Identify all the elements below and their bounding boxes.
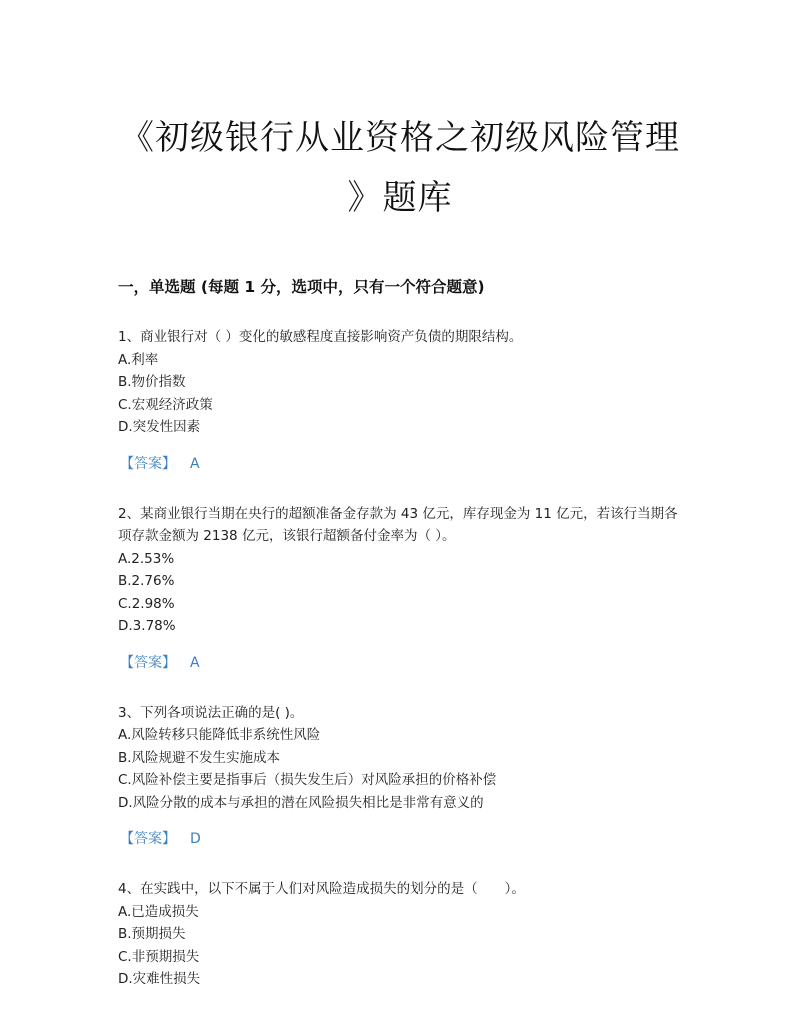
answer-line — [118, 652, 682, 674]
question-stem: 3、下列各项说法正确的是( )。 — [118, 704, 304, 721]
document-title-line-1: 《初级银行从业资格之初级风险管理 — [120, 118, 680, 158]
option-b: B.物价指数 — [118, 374, 186, 390]
answer-label: 【答案】 — [120, 831, 176, 847]
option-d: D.3.78% — [118, 618, 176, 634]
option-b: B.风险规避不发生实施成本 — [118, 749, 281, 766]
answer-line — [118, 453, 682, 475]
answer-value: A — [190, 654, 200, 671]
question-stem: 2、某商业银行当期在央行的超额准备金存款为 43 亿元，库存现金为 11 亿元，若该行当期各项存款金额为 2138 亿元，该银行超额备付金率为（ ）。 — [118, 505, 678, 544]
section-heading: 一，单选题 (每题 1 分，选项中，只有一个符合题意) — [118, 278, 485, 296]
answer-line — [118, 828, 682, 850]
question-3 — [118, 702, 682, 851]
document-title-line-2: 》题库 — [347, 178, 453, 218]
option-d: D.突发性因素 — [118, 419, 201, 435]
question-4 — [118, 878, 682, 991]
option-c: C.宏观经济政策 — [118, 396, 213, 413]
answer-value: D — [190, 831, 201, 847]
answer-label: 【答案】 — [120, 455, 176, 472]
question-1 — [118, 326, 682, 475]
question-stem: 1、商业银行对（ ）变化的敏感程度直接影响资产负债的期限结构。 — [118, 329, 523, 345]
option-c: C.风险补偿主要是指事后（损失发生后）对风险承担的价格补偿 — [118, 772, 497, 788]
question-2 — [118, 503, 682, 674]
option-d: D.风险分散的成本与承担的潜在风险损失相比是非常有意义的 — [118, 794, 484, 811]
option-b: B.2.76% — [118, 573, 175, 589]
option-a: A.已造成损失 — [118, 903, 199, 920]
option-a: A.风险转移只能降低非系统性风险 — [118, 727, 321, 743]
option-c: C.非预期损失 — [118, 948, 200, 965]
document-title — [118, 108, 682, 228]
option-b: B.预期损失 — [118, 926, 186, 942]
option-d: D.灾难性损失 — [118, 971, 201, 987]
answer-label: 【答案】 — [120, 654, 176, 671]
option-a: A.利率 — [118, 351, 159, 368]
option-a: A.2.53% — [118, 550, 175, 567]
question-stem: 4、在实践中，以下不属于人们对风险造成损失的划分的是（ ）。 — [118, 881, 525, 897]
option-c: C.2.98% — [118, 595, 175, 612]
answer-value: A — [190, 455, 200, 472]
